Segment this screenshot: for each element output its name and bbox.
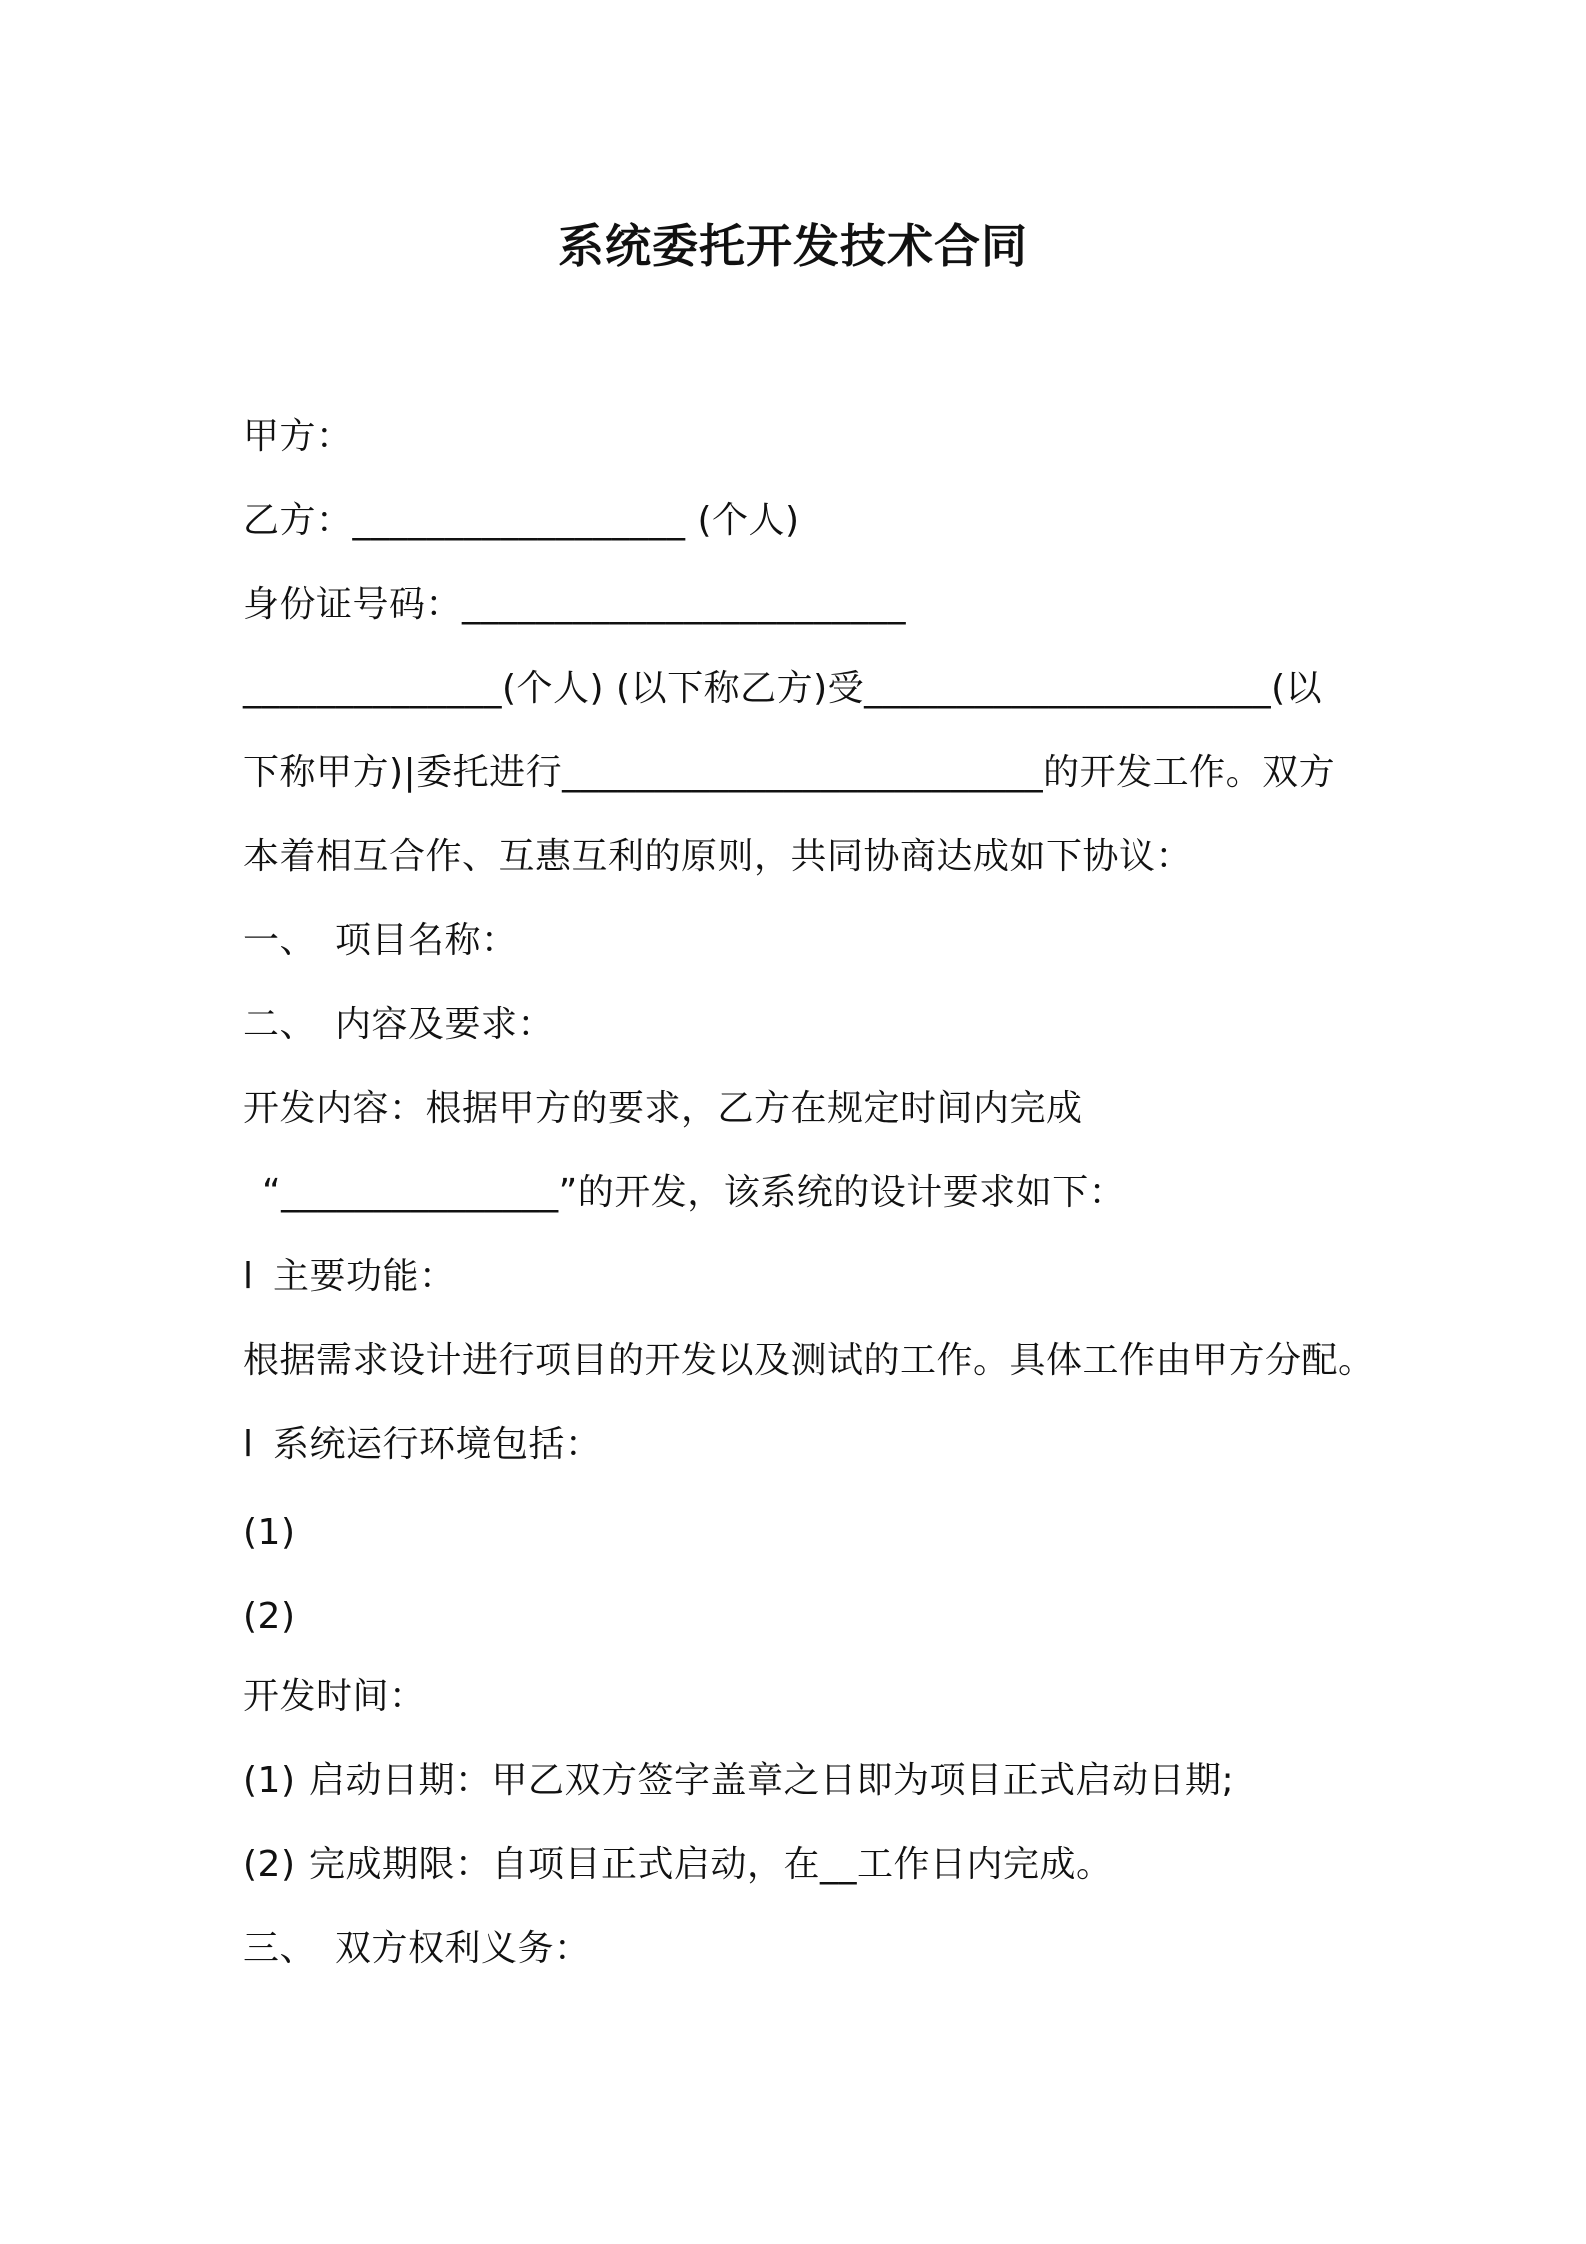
party-a-line: 甲方： — [243, 416, 353, 457]
main-function-description: 根据需求设计进行项目的开发以及测试的工作。具体工作由甲方分配。 — [243, 1340, 1375, 1381]
time-item-2-text: 完成期限：自项目正式启动，在__工作日内完成。 — [309, 1844, 1113, 1885]
environment-item-2: (2) — [243, 1596, 296, 1637]
section-2-label: 内容及要求： — [335, 1004, 555, 1045]
time-item-2 — [243, 1840, 1113, 1890]
dev-content-line-2: “_______________”的开发，该系统的设计要求如下： — [262, 1172, 1126, 1213]
time-item-1-number: (1) — [243, 1760, 296, 1801]
section-3-heading — [243, 1924, 591, 1974]
environment-item-1: (1) — [243, 1512, 296, 1553]
section-1-number: 一、 — [243, 920, 317, 961]
party-b-line: 乙方：__________________ (个人) — [243, 500, 800, 541]
bullet-marker: l — [243, 1256, 254, 1297]
document-title: 系统委托开发技术合同 — [558, 219, 1028, 273]
intro-line-2: 下称甲方)|委托进行__________________________的开发工作。双方 — [243, 752, 1336, 793]
section-2-heading — [243, 1000, 554, 1050]
time-item-2-number: (2) — [243, 1844, 296, 1885]
intro-line-3: 本着相互合作、互惠互利的原则，共同协商达成如下协议： — [243, 836, 1193, 877]
dev-time-heading: 开发时间： — [243, 1676, 426, 1717]
dev-content-line-1: 开发内容：根据甲方的要求，乙方在规定时间内完成 — [243, 1088, 1083, 1129]
section-3-number: 三、 — [243, 1928, 317, 1969]
section-1-label: 项目名称： — [335, 920, 518, 961]
section-2-number: 二、 — [243, 1004, 317, 1045]
section-3-label: 双方权利义务： — [335, 1928, 591, 1969]
id-number-line: 身份证号码：________________________ — [243, 584, 907, 625]
bullet-marker: l — [243, 1424, 254, 1465]
intro-line-1: ______________(个人) (以下称乙方)受______________________(以 — [243, 668, 1323, 709]
section-1-heading — [243, 916, 518, 966]
main-function-item — [243, 1252, 456, 1302]
main-function-label: 主要功能： — [273, 1256, 456, 1297]
environment-label: 系统运行环境包括： — [273, 1424, 602, 1465]
time-item-1 — [243, 1756, 1234, 1806]
environment-item — [243, 1420, 602, 1470]
time-item-1-text: 启动日期：甲乙双方签字盖章之日即为项目正式启动日期; — [309, 1760, 1235, 1801]
